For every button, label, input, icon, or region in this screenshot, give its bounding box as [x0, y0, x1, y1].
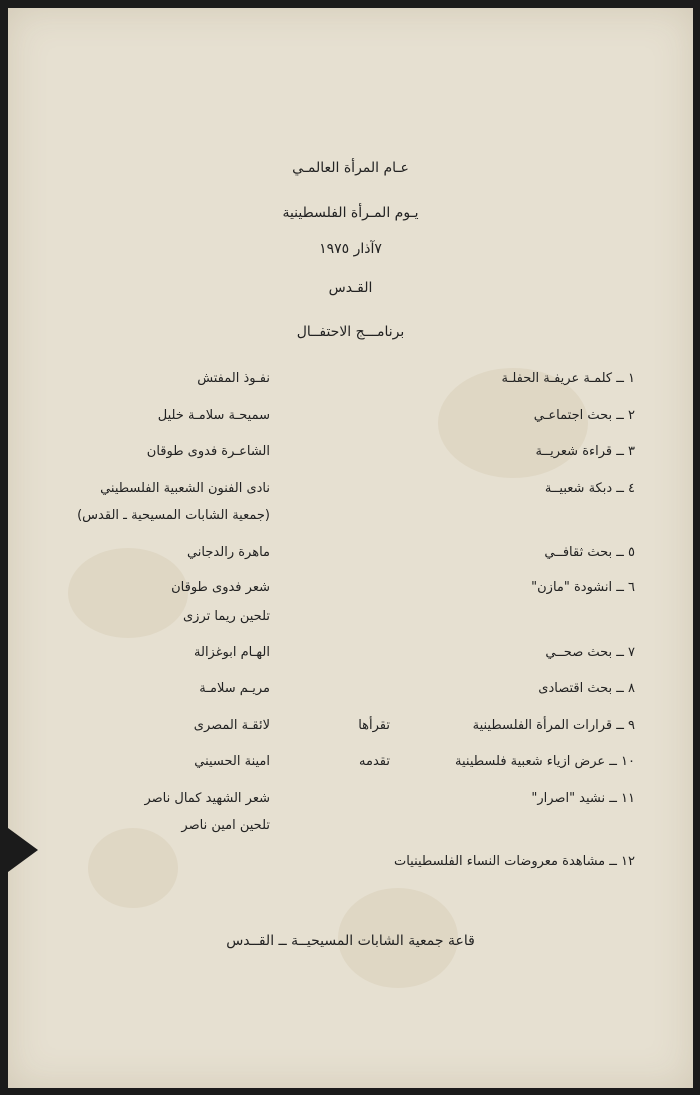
program-item: ٢ ــ بحث اجتماعـي — [533, 408, 635, 423]
document-page — [8, 8, 693, 1088]
program-performer: نفـوذ المفتش — [197, 371, 270, 386]
header-line-5: برنامـــج الاحتفــال — [296, 324, 405, 340]
program-performer: لائقـة المصرى — [193, 718, 270, 733]
program-item: ٩ ــ قرارات المرأة الفلسطينية — [472, 718, 635, 733]
program-item: ٨ ــ بحث اقتصادى — [538, 681, 635, 696]
torn-edge — [8, 828, 38, 872]
header-line-2: يـوم المـرأة الفلسطينية — [282, 205, 419, 221]
program-performer-detail: (جمعية الشابات المسيحية ـ القدس) — [77, 508, 270, 523]
program-performer: ماهرة رالدجاني — [186, 545, 270, 560]
program-item: ٣ ــ قراءة شعريــة — [535, 444, 635, 459]
program-item: ١٠ ــ عرض ازياء شعبية فلسطينية — [455, 754, 635, 769]
program-item: ٦ ــ انشودة "مازن" — [531, 580, 635, 595]
program-performer: شعر الشهيد كمال ناصر — [144, 791, 270, 806]
program-role: تقدمه — [359, 754, 390, 769]
program-performer: امينة الحسيني — [194, 754, 270, 769]
program-item: ١٢ ــ مشاهدة معروضات النساء الفلسطينيات — [393, 854, 635, 869]
program-item: ٥ ــ بحث ثقافــي — [544, 545, 635, 560]
program-performer: نادى الفنون الشعبية الفلسطيني — [100, 481, 270, 496]
program-performer: الهـام ابوغزالة — [194, 645, 270, 660]
program-performer-detail: تلحين ريما ترزى — [182, 609, 270, 624]
program-item: ١١ ــ نشيد "اصرار" — [531, 791, 635, 806]
venue-footer: قاعة جمعية الشابات المسيحيــة ــ القــدس — [226, 933, 475, 949]
header-line-3: ٧آذار ١٩٧٥ — [319, 241, 382, 257]
program-performer: الشاعـرة فدوى طوقان — [146, 444, 270, 459]
program-item: ١ ــ كلمـة عريفـة الحفلـة — [501, 371, 635, 386]
program-performer: مريـم سلامـة — [199, 681, 270, 696]
program-performer: شعر فدوى طوقان — [171, 580, 270, 595]
header-line-1: عـام المرأة العالمـي — [292, 160, 409, 176]
program-item: ٤ ــ دبكة شعبيــة — [544, 481, 635, 496]
program-role: تقرأها — [358, 718, 390, 733]
program-performer: سميحـة سلامـة خليل — [157, 408, 270, 423]
program-performer-detail: تلحين امين ناصر — [181, 818, 270, 833]
header-line-4: القـدس — [328, 280, 373, 296]
program-item: ٧ ــ بحث صحــي — [545, 645, 635, 660]
